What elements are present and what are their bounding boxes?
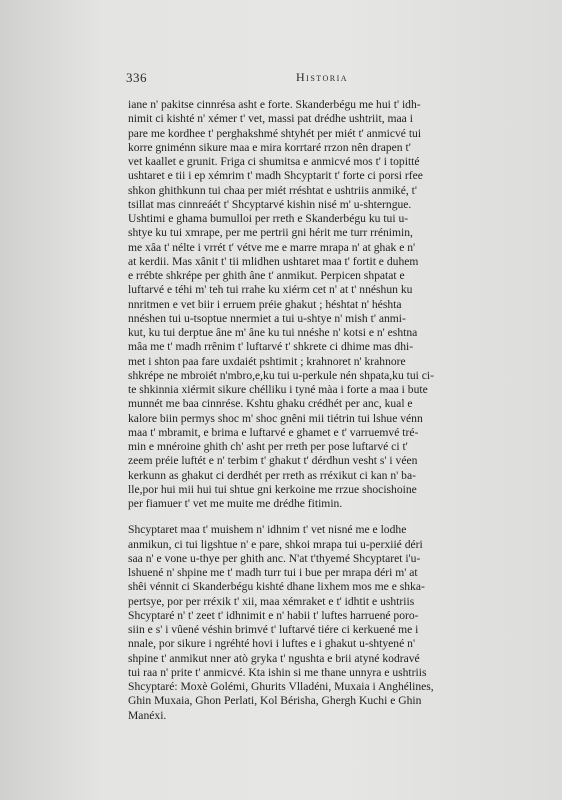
paragraph-2	[128, 523, 546, 723]
text-line: te shkinnia xiérmit sikure chélliku i tyné màa i forte a maa i bute	[128, 383, 428, 396]
text-line: ushtaret e tii i ep xémrim t' madh Shcyptarit t' forte ci porsi rfee	[128, 169, 423, 183]
text-line: mâa me t' madh rrênim t' luftarvé t' shkrete ci dhime mas dhi-	[128, 340, 414, 354]
text-line: nnale, por sikure i ngréhté hovi i luftes e i ghakut u-shtyené n'	[128, 637, 416, 651]
text-line: tui raa n' prite t' anmicvé. Kta ishin si me thane unnyra e ushtriis	[128, 665, 427, 679]
text-line: iane n' pakitse cinnrésa asht e forte. Skanderbégu me hui t' idh-	[128, 98, 421, 111]
text-line: zeem préie luftét e n' terbim t' ghakut t' dérdhun vesht s' i véen	[128, 454, 418, 468]
page-header	[126, 70, 536, 88]
text-line: lle,por hui mii hui tui shtue gni kerkoine me rrzue shocishoine	[128, 482, 417, 496]
body-text	[128, 98, 546, 723]
text-line: munnét me baa cinnrése. Kshtu ghaku crédhét per anc, kual e	[128, 397, 413, 411]
text-line: kut, ku tui derptue âne m' âne ku tui nnéshe n' kotsi e n' eshtna	[128, 326, 418, 339]
text-line: shpine t' anmikut nner atò gryka t' ngushta e brii atyné kodravé	[128, 651, 420, 665]
text-line: Ushtimi e ghama bumulloi per rreth e Skanderbégu ku tui u-	[128, 212, 409, 225]
text-line: pertsye, por per rréxik t' xii, maa xémraket e t' idhtit e ushtriis	[128, 594, 415, 608]
page-number: 336	[126, 70, 147, 85]
text-line: Manéxi.	[128, 708, 167, 722]
text-line: kalore biin permys shoc m' shoc gnêni mii tiétrin tui lshue vénn	[128, 411, 423, 425]
text-line: shtye ku tui xmrape, per me pertrii gni hérit me turr rrénimin,	[128, 226, 413, 240]
text-line: nimit ci kishté n' xémer t' vet, massi pat drédhe ushtriit, maa i	[128, 112, 413, 126]
text-line: luftarvé e téhi m' teh tui rrahe ku xiérm cet n' at t' nnéshun ku	[128, 283, 413, 297]
text-line: Shcyptaret maa t' muishem n' idhnim t' vet nisné me e lodhe	[128, 523, 407, 537]
text-line: shêi vénnit ci Skanderbégu kishté dhane lixhem mos me e shka-	[128, 580, 425, 594]
text-line: anmikun, ci tui ligshtue n' e pare, shkoi mrapa tui u-perxiié déri	[128, 537, 423, 551]
text-line: lshuené n' shpine me t' madh turr tui i bue per mrapa déri m' at	[128, 566, 418, 579]
text-line: nnéshen tui u-tsoptue nnermiet a tui u-shtye n' mish t' anmi-	[128, 311, 406, 325]
text-line: siin e s' i vûené véshin brimvé t' luftarvé tiére ci kerkuené me i	[128, 623, 419, 636]
text-line: tsillat mas cinnreáét t' Shcyptarvé kishin nisé m' u-shterngue.	[128, 197, 412, 211]
text-line: shkon ghithkunn tui chaa per miét rréshtat e ushtriis anmiké, t'	[128, 183, 417, 197]
text-line: Shcyptaré: Moxè Golémi, Ghurits Vlladéni, Muxaia i Anghélines,	[128, 680, 434, 693]
text-line: per fiamuer t' vet me muite me drédhe fitimin.	[128, 497, 343, 510]
text-line: at kerdii. Mas xânit t' tii mlidhen ushtaret maa t' fortit e duhem	[128, 254, 419, 268]
text-line: korre gniménn sikure maa e mira korrtaré rrzon nên drapen t'	[128, 140, 411, 154]
text-line: Ghin Muxaia, Ghon Perlati, Kol Bérisha, Ghergh Kuchi e Ghin	[128, 694, 422, 708]
text-line: pare me kordhee t' perghakshmé shtyhét per miét t' anmicvé tui	[128, 126, 422, 140]
paragraph-gap	[128, 511, 546, 523]
text-line: shkrépe ne mbroiét n'mbro,e,ku tui u-perkule nén shpata,ku tui ci-	[128, 368, 435, 382]
text-line: met i shton paa fare uxdaiét pshtimit ; krahnoret n' krahnore	[128, 354, 406, 368]
text-line: maa t' mbramit, e brima e luftarvé e ghamet e t' varruemvé tré-	[128, 425, 419, 439]
text-line: saa n' e vone u-thye per ghith anc. N'at t'thyemé Shcyptaret i'u-	[128, 551, 421, 565]
text-line: nnritmen e vet biir i erruem préie ghakut ; héshtat n' héshta	[128, 297, 402, 311]
running-head: Historia	[296, 70, 349, 84]
text-line: kerkunn as ghakut ci derdhét per rreth as rréxikut ci kan n' ba-	[128, 468, 416, 482]
text-line: Shcyptaré n' t' zeet t' idhnimit e n' habii t' luftes harruené poro-	[128, 608, 419, 622]
text-line: me xâa t' nélte i vrrét t' vétve me e marre mrapa n' at ghak e n'	[128, 240, 416, 254]
text-line: min e mnéroine ghith ch' asht per rreth per pose luftarvé ci t'	[128, 440, 408, 453]
text-line: vet kaallet e grunit. Friga ci shumitsa e anmicvé mos t' i topitté	[128, 155, 420, 168]
paragraph-1	[128, 98, 546, 511]
text-line: e rrébte shkrépe per ghith âne t' anmikut. Perpicen shpatat e	[128, 269, 405, 282]
